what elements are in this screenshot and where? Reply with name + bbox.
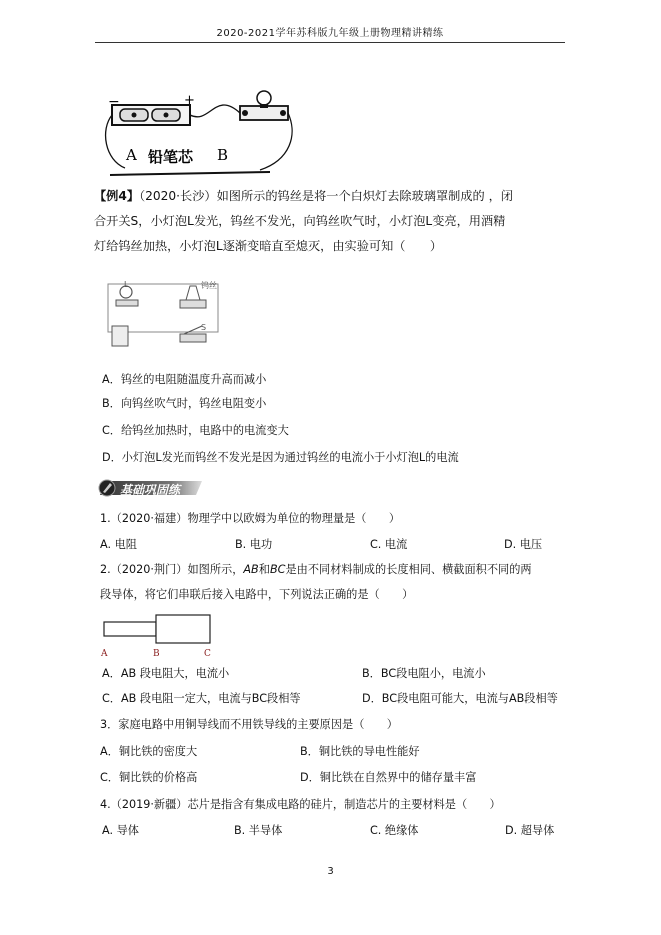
q4-option-a: A. 导体 — [102, 824, 139, 837]
q2-option-d: D．BC段电阻可能大，电流与AB段相等 — [362, 692, 558, 705]
q3-option-a: A．铜比铁的密度大 — [100, 745, 198, 758]
q4-option-b: B. 半导体 — [234, 824, 283, 837]
pencil-lead-caption: 铅笔芯 — [148, 148, 194, 166]
example-4-option-d: D．小灯泡L发光而钨丝不发光是因为通过钨丝的电流小于小灯泡L的电流 — [102, 451, 459, 464]
minus-sign: − — [108, 94, 120, 110]
label-a: A — [126, 146, 137, 164]
q2-option-b: B．BC段电阻小，电流小 — [362, 667, 486, 680]
q1-option-c: C. 电流 — [370, 538, 408, 551]
header-rule — [95, 42, 565, 43]
example-4-option-a: A．钨丝的电阻随温度升高而减小 — [102, 373, 267, 386]
conductor-bc — [156, 615, 210, 643]
q3-option-c: C．铜比铁的价格高 — [100, 771, 198, 784]
q2-option-a: A．AB 段电阻大，电流小 — [102, 667, 230, 680]
q1-option-b: B. 电功 — [235, 538, 273, 551]
switch-icon — [180, 334, 206, 342]
example-4-line-1: 【例4】（2020·长沙）如图所示的钨丝是将一个白炽灯去除玻璃罩制成的 ，闭 — [94, 189, 513, 203]
label-b: B — [153, 649, 160, 658]
q4-option-d: D. 超导体 — [505, 824, 555, 837]
bulb-icon — [257, 91, 271, 105]
page-header: 2020-2021学年苏科版九年级上册物理精讲精练 — [216, 28, 444, 39]
page-number: 3 — [327, 866, 334, 877]
lamp-label: L — [124, 280, 129, 289]
q1-option-d: D. 电压 — [504, 538, 543, 551]
q3-option-b: B．铜比铁的导电性能好 — [300, 745, 420, 758]
q1-stem: 1.（2020·福建）物理学中以欧姆为单位的物理量是（ ） — [100, 512, 401, 525]
q3-option-d: D．铜比铁在自然界中的储存量丰富 — [300, 771, 477, 784]
q3-stem: 3．家庭电路中用铜导线而不用铁导线的主要原因是（ ） — [100, 718, 398, 731]
tungsten-label: 钨丝 — [201, 281, 217, 290]
label-b: B — [217, 146, 229, 164]
example-tag: 【例4】 — [94, 189, 140, 203]
conductor-figure — [100, 612, 215, 658]
switch-label: S — [201, 323, 207, 332]
q2-stem-line-1: 2.（2020·荆门）如图所示，AB和BC是由不同材料制成的长度相同、横截面积不同的两 — [100, 563, 532, 576]
battery-icon — [112, 326, 128, 346]
section-title: 基础巩固练 — [120, 483, 181, 497]
label-a: A — [101, 649, 108, 658]
conductor-ab — [104, 622, 156, 636]
pencil-lead-circuit-figure — [100, 80, 300, 180]
q2-stem-line-2: 段导体，将它们串联后接入电路中，下列说法正确的是（ ） — [100, 588, 414, 601]
example-4-line-2: 合开关S，小灯泡L发光，钨丝不发光，向钨丝吹气时，小灯泡L变亮，用酒精 — [94, 214, 506, 228]
example-4-line-3: 灯给钨丝加热，小灯泡L逐渐变暗直至熄灭，由实验可知（ ） — [94, 239, 443, 253]
pencil-lead — [110, 172, 270, 175]
q2-option-c: C．AB 段电阻一定大，电流与BC段相等 — [102, 692, 301, 705]
tungsten-circuit-figure — [98, 278, 228, 358]
q4-option-c: C. 绝缘体 — [370, 824, 419, 837]
q4-stem: 4.（2019·新疆）芯片是指含有集成电路的硅片，制造芯片的主要材料是（ ） — [100, 798, 501, 811]
plus-sign: + — [184, 93, 195, 108]
example-4-option-b: B．向钨丝吹气时，钨丝电阻变小 — [102, 397, 267, 410]
section-banner — [98, 478, 202, 498]
example-4-option-c: C．给钨丝加热时，电路中的电流变大 — [102, 424, 289, 437]
q1-option-a: A. 电阻 — [100, 538, 137, 551]
label-c: C — [204, 649, 211, 658]
